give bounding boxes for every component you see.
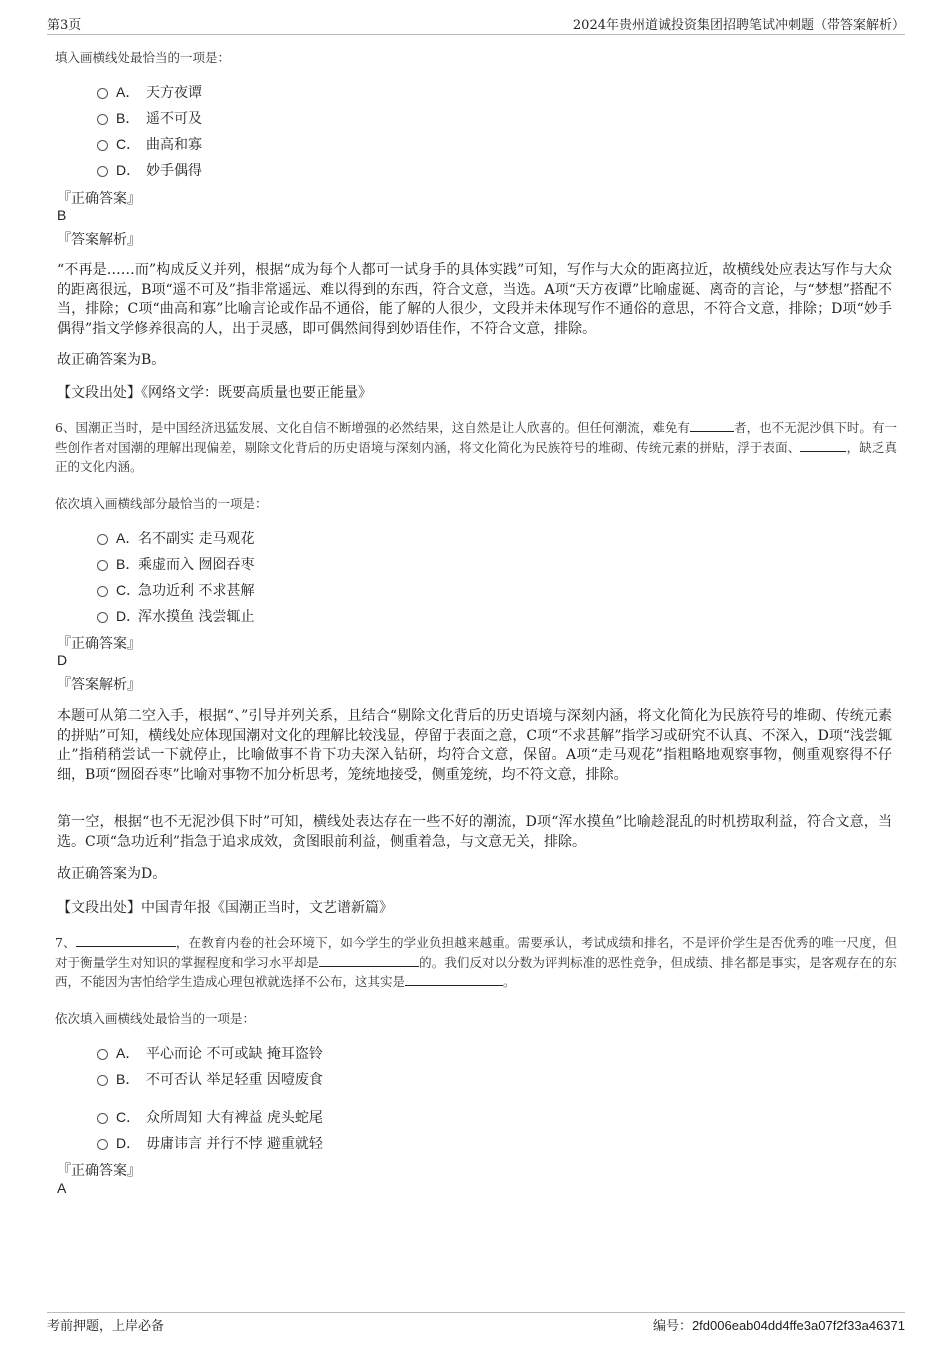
q5-answer: B (57, 207, 67, 223)
blank-line (319, 954, 419, 967)
q6-option-d[interactable]: D． 浑水摸鱼 浅尝辄止 (97, 606, 254, 626)
blank-line (690, 419, 734, 432)
radio-icon[interactable] (97, 560, 108, 571)
q6-option-c[interactable]: C． 急功近利 不求甚解 (97, 580, 254, 600)
q7-option-d[interactable]: D． 毋庸讳言 并行不悖 避重就轻 (97, 1133, 323, 1153)
radio-icon[interactable] (97, 586, 108, 597)
q5-conclusion: 故正确答案为B。 (57, 352, 166, 368)
q7-question-text: 7、 ，在教育内卷的社会环境下，如今学生的学业负担越来越重。需要承认，考试成绩和排名，不是评价学生是否优秀的唯一尺度，但对于衡量学生对知识的掌握程度和学习水平却是 的。我们反对以分数为评判标准的恶性竞争，但成绩、排名都是事实，是客观存在的东西，不能因为害怕给学生造成心理包袱就选择不公布，这其实是 。 (55, 935, 897, 989)
blank-line (405, 973, 503, 986)
footer-slogan: 考前押题，上岸必备 (47, 1319, 165, 1334)
radio-icon[interactable] (97, 1049, 108, 1060)
page-footer (47, 1312, 905, 1334)
q6-source: 【文段出处】中国青年报《国潮正当时，文艺谱新篇》 (57, 900, 393, 916)
radio-icon[interactable] (97, 534, 108, 545)
radio-icon[interactable] (97, 166, 108, 177)
q6-answer: D (57, 652, 68, 668)
q6-analysis-text-2: 第一空，根据“也不无泥沙俱下时”可知，横线处表达存在一些不好的潮流，D项“浑水摸鱼”比喻趁混乱的时机捞取利益，符合文意，当选。C项“急功近利”指急于追求成效，贪图眼前利益，侧重着急，与文意无关，排除。 (57, 814, 892, 850)
radio-icon[interactable] (97, 140, 108, 151)
q5-source: 【文段出处】《网络文学：既要高质量也要正能量》 (57, 385, 372, 401)
q5-analysis-label: 『答案解析』 (57, 232, 141, 248)
q7-option-c[interactable]: C． 众所周知 大有裨益 虎头蛇尾 (97, 1107, 323, 1127)
q6-prompt: 依次填入画横线部分最恰当的一项是： (55, 496, 268, 511)
page-number: 第3页 (47, 18, 82, 33)
q6-analysis-label: 『答案解析』 (57, 677, 141, 693)
radio-icon[interactable] (97, 1113, 108, 1124)
page-header (47, 14, 905, 35)
q7-option-a[interactable]: A． 平心而论 不可或缺 掩耳盗铃 (97, 1043, 323, 1063)
radio-icon[interactable] (97, 1075, 108, 1086)
q5-option-c[interactable]: C． 曲高和寡 (97, 134, 202, 154)
document-title: 2024年贵州道诚投资集团招聘笔试冲刺题（带答案解析） (572, 18, 905, 33)
q6-analysis-text: 本题可从第二空入手，根据“、”引导并列关系，且结合“剔除文化背后的历史语境与深刻内涵，将文化简化为民族符号的堆砌、传统元素的拼贴”可知，横线处应体现国潮对文化的理解比较浅显，停留于表面之意，C项“不求甚解”指学习或研究不认真、不深入，D项“浅尝辄止”指稍稍尝试一下就停止，比喻做事不肯下功夫深入钻研，均符合文意，保留。A项“走马观花”指粗略地观察事物，侧重观察得不仔细，B项“囫囵吞枣”比喻对事物不加分析思考，笼统地接受，侧重笼统，均不符文意，排除。 (57, 708, 892, 783)
radio-icon[interactable] (97, 612, 108, 623)
q5-option-d[interactable]: D． 妙手偶得 (97, 160, 202, 180)
radio-icon[interactable] (97, 88, 108, 99)
q7-option-b[interactable]: B． 不可否认 举足轻重 因噎废食 (97, 1069, 323, 1089)
q6-option-b[interactable]: B． 乘虚而入 囫囵吞枣 (97, 554, 254, 574)
q5-answer-label: 『正确答案』 (57, 191, 141, 207)
q5-prompt: 填入画横线处最恰当的一项是： (55, 50, 231, 65)
q6-option-a[interactable]: A． 名不副实 走马观花 (97, 528, 254, 548)
q5-analysis-text: “不再是……而”构成反义并列，根据“成为每个人都可一试身手的具体实践”可知，写作与大众的距离拉近，故横线处应表达写作与大众的距离很远，B项“遥不可及”指非常遥远、难以得到的东西，符合文意，当选。A项“天方夜谭”比喻虚诞、离奇的言论，与“梦想”搭配不当，排除；C项“曲高和寡”比喻言论或作品不通俗，能了解的人很少，文段并未体现写作不通俗的意思，不符合文意，排除；D项“妙手偶得”指文学修养很高的人，出于灵感，即可偶然间得到妙语佳作，不符合文意，排除。 (57, 262, 892, 337)
blank-line (800, 439, 846, 452)
q6-conclusion: 故正确答案为D。 (57, 866, 167, 882)
q7-answer-label: 『正确答案』 (57, 1163, 141, 1179)
radio-icon[interactable] (97, 1139, 108, 1150)
blank-line (76, 934, 176, 947)
q7-answer: A (57, 1180, 67, 1196)
q5-option-a[interactable]: A． 天方夜谭 (97, 82, 202, 102)
q5-option-b[interactable]: B． 遥不可及 (97, 108, 202, 128)
footer-code: 编号：2fd006eab04dd4ffe3a07f2f33a46371 (652, 1318, 905, 1334)
radio-icon[interactable] (97, 114, 108, 125)
q6-question-text: 6、国潮正当时，是中国经济迅猛发展、文化自信不断增强的必然结果，这自然是让人欣喜的。但任何潮流，难免有 者，也不无泥沙俱下时。有一些创作者对国潮的理解出现偏差，剔除文化背后的历史语境与深刻内涵，将文化简化为民族符号的堆砌、传统元素的拼贴，浮于表面、 ，缺乏真正的文化内涵。 (55, 420, 897, 474)
q7-prompt: 依次填入画横线处最恰当的一项是： (55, 1011, 256, 1026)
q6-answer-label: 『正确答案』 (57, 636, 141, 652)
